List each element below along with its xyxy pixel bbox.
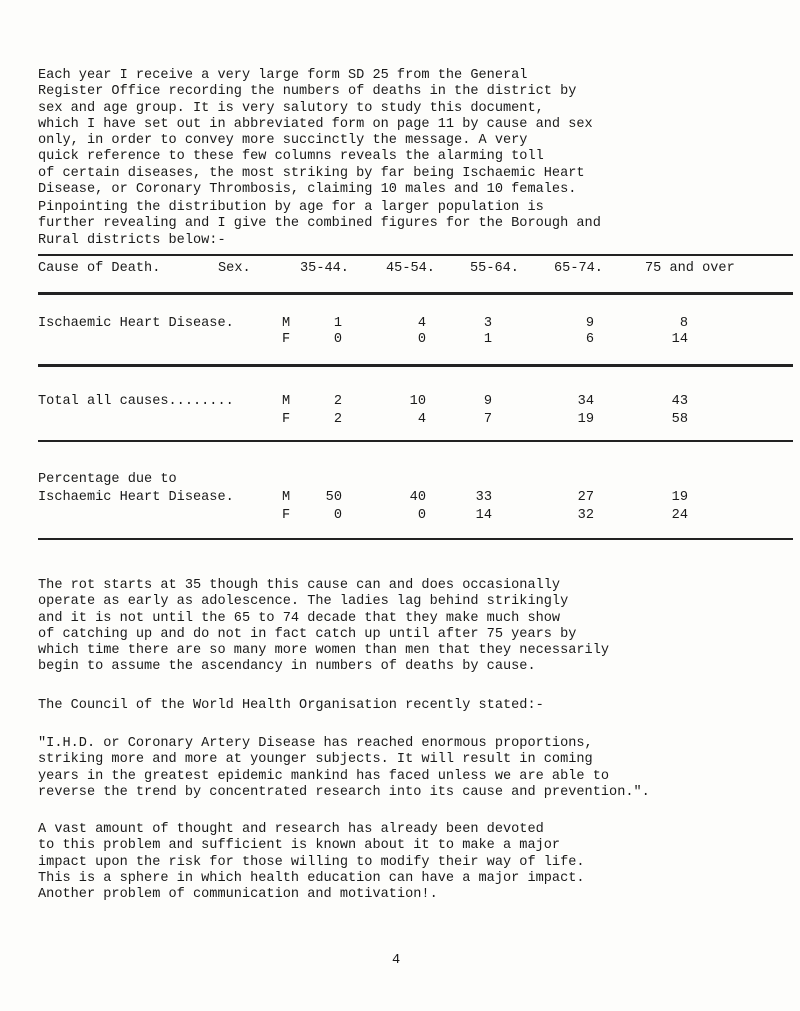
row-sex: F xyxy=(282,508,291,523)
header-age-75-over: 75 and over xyxy=(645,261,735,276)
table-rule-header xyxy=(38,292,793,295)
table-cell: 43 xyxy=(671,394,688,409)
row-sex: F xyxy=(282,332,291,347)
rot-paragraph: The rot starts at 35 though this cause can and does occasionally operate as early as adolescence. The ladies lag behind strikingly and it is not until the 65 to 74 decade that they make much show of catching up and do not in fact catch up until after 75 years by which time there are so many more women than men that they necessarily begin to assume the ascendancy in numbers of deaths by cause. xyxy=(38,578,610,675)
table-cell: 40 xyxy=(409,490,426,505)
group-label-line2: Ischaemic Heart Disease. xyxy=(38,490,234,505)
table-cell: 27 xyxy=(577,490,594,505)
table-cell: 24 xyxy=(671,508,688,523)
row-sex: M xyxy=(282,490,291,505)
table-cell: 1 xyxy=(483,332,492,347)
table-cell: 32 xyxy=(577,508,594,523)
table-cell: 14 xyxy=(475,508,492,523)
group-label: Ischaemic Heart Disease. xyxy=(38,316,234,331)
row-sex: M xyxy=(282,316,291,331)
table-cell: 7 xyxy=(483,412,492,427)
table-cell: 2 xyxy=(333,394,342,409)
table-cell: 14 xyxy=(671,332,688,347)
table-cell: 8 xyxy=(679,316,688,331)
row-sex: F xyxy=(282,412,291,427)
vast-paragraph: A vast amount of thought and research has already been devoted to this problem and sufficient is known about it to make a major impact upon the risk for those willing to modify their way of life. This is a sphere in which health education can have a major impact. Another problem of communication and motivation!. xyxy=(38,822,585,903)
table-cell: 58 xyxy=(671,412,688,427)
table-rule-group-2 xyxy=(38,440,793,442)
table-cell: 34 xyxy=(577,394,594,409)
header-age-35-44: 35-44. xyxy=(300,261,349,276)
group-label: Total all causes........ xyxy=(38,394,234,409)
who-intro-paragraph: The Council of the World Health Organisation recently stated:- xyxy=(38,698,544,713)
table-cell: 9 xyxy=(585,316,594,331)
header-sex: Sex. xyxy=(218,261,251,276)
table-cell: 19 xyxy=(671,490,688,505)
table-cell: 4 xyxy=(417,412,426,427)
table-cell: 9 xyxy=(483,394,492,409)
pinpoint-paragraph: Pinpointing the distribution by age for a larger population is further revealing and I give the combined figures for the Borough and Rural districts below:- xyxy=(38,200,601,248)
header-cause: Cause of Death. xyxy=(38,261,161,276)
table-cell: 1 xyxy=(333,316,342,331)
table-cell: 10 xyxy=(409,394,426,409)
table-cell: 2 xyxy=(333,412,342,427)
table-cell: 6 xyxy=(585,332,594,347)
row-sex: M xyxy=(282,394,291,409)
table-cell: 3 xyxy=(483,316,492,331)
table-cell: 0 xyxy=(417,332,426,347)
table-cell: 4 xyxy=(417,316,426,331)
page-number: 4 xyxy=(392,953,401,968)
table-cell: 0 xyxy=(417,508,426,523)
intro-paragraph: Each year I receive a very large form SD 25 from the General Register Office recording the numbers of deaths in the district by sex and age group. It is very salutory to study this document, which I have set out in abbreviated form on page 11 by cause and sex only, in order to convey more succinctly the message. A very quick reference to these few columns reveals the alarming toll of certain diseases, the most striking by far being Ischaemic Heart Disease, or Coronary Thrombosis, claiming 10 males and 10 females. xyxy=(38,68,593,198)
table-cell: 0 xyxy=(333,332,342,347)
header-age-55-64: 55-64. xyxy=(470,261,519,276)
group-label-line1: Percentage due to xyxy=(38,472,177,487)
table-rule-top xyxy=(38,254,793,256)
table-cell: 50 xyxy=(325,490,342,505)
table-rule-bottom xyxy=(38,538,793,540)
table-rule-group-1 xyxy=(38,364,793,367)
header-age-65-74: 65-74. xyxy=(554,261,603,276)
table-cell: 19 xyxy=(577,412,594,427)
table-cell: 0 xyxy=(333,508,342,523)
header-age-45-54: 45-54. xyxy=(386,261,435,276)
who-quote-paragraph: "I.H.D. or Coronary Artery Disease has reached enormous proportions, striking more and more at younger subjects. It will result in coming years in the greatest epidemic mankind has faced unless we are able to reverse the trend by concentrated research into its cause and prevention.". xyxy=(38,736,650,800)
table-cell: 33 xyxy=(475,490,492,505)
